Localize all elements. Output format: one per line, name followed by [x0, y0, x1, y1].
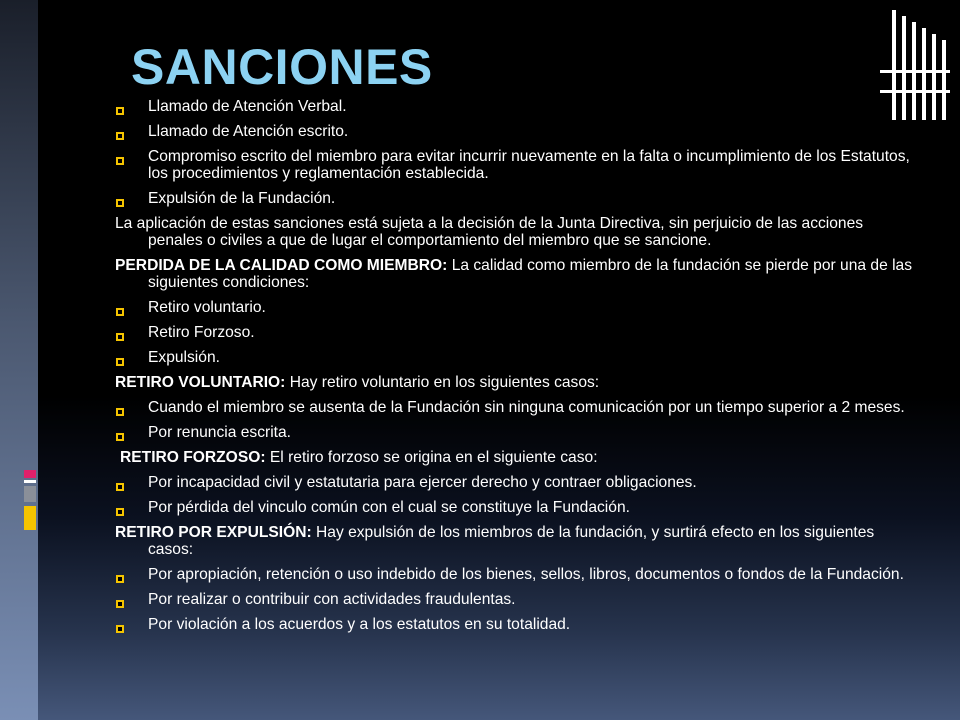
accent-block-white	[24, 480, 36, 483]
bullet-item	[115, 98, 915, 115]
bullet-text: Por apropiación, retención o uso indebido de los bienes, sellos, libros, documentos o fondos de la Fundación.	[148, 566, 904, 583]
slide-content	[115, 98, 915, 641]
bullet-text: Llamado de Atención escrito.	[148, 123, 349, 140]
square-bullet-icon	[116, 428, 124, 436]
accent-block-yellow	[24, 506, 36, 530]
paragraph-text: Hay expulsión de los miembros de la fundación, y surtirá efecto en los siguientes casos:	[148, 524, 875, 558]
square-bullet-icon	[116, 570, 124, 578]
paragraph	[115, 449, 915, 466]
square-bullet-icon	[116, 303, 124, 311]
bullet-text: Retiro Forzoso.	[148, 324, 255, 341]
square-bullet-icon	[116, 194, 124, 202]
square-bullet-icon	[116, 127, 124, 135]
left-gradient-bar	[0, 0, 38, 720]
bullet-text: Por realizar o contribuir con actividades fraudulentas.	[148, 591, 516, 608]
bullet-text: Compromiso escrito del miembro para evitar incurrir nuevamente en la falta o incumplimiento de los Estatutos, los procedimientos y reglamentación establecida.	[148, 148, 910, 182]
bullet-item	[115, 123, 915, 140]
paragraph-heading: RETIRO POR EXPULSIÓN:	[115, 524, 312, 541]
paragraph	[115, 215, 915, 249]
paragraph-text: Hay retiro voluntario en los siguientes casos:	[285, 374, 600, 391]
bullet-item	[115, 324, 915, 341]
bullet-item	[115, 399, 915, 416]
square-bullet-icon	[116, 353, 124, 361]
paragraph	[115, 374, 915, 391]
bullet-text: Expulsión.	[148, 349, 220, 366]
bullet-item	[115, 591, 915, 608]
paragraph-text: La calidad como miembro de la fundación se pierde por una de las siguientes condiciones:	[148, 257, 913, 291]
bullet-item	[115, 616, 915, 633]
square-bullet-icon	[116, 478, 124, 486]
slide-title: SANCIONES	[131, 39, 433, 95]
bullet-text: Por pérdida del vinculo común con el cual se constituye la Fundación.	[148, 499, 630, 516]
bullet-text: Cuando el miembro se ausenta de la Fundación sin ninguna comunicación por un tiempo superior a 2 meses.	[148, 399, 905, 416]
paragraph-heading: RETIRO VOLUNTARIO:	[115, 374, 286, 391]
square-bullet-icon	[116, 403, 124, 411]
bullet-text: Por renuncia escrita.	[148, 424, 292, 441]
square-bullet-icon	[116, 503, 124, 511]
accent-block-gray	[24, 486, 36, 502]
bullet-text: Por violación a los acuerdos y a los estatutos en su totalidad.	[148, 616, 571, 633]
paragraph-text: El retiro forzoso se origina en el siguiente caso:	[265, 449, 598, 466]
bullet-text: Expulsión de la Fundación.	[148, 190, 336, 207]
paragraph	[115, 524, 915, 558]
bullet-text: Por incapacidad civil y estatutaria para ejercer derecho y contraer obligaciones.	[148, 474, 697, 491]
square-bullet-icon	[116, 152, 124, 160]
square-bullet-icon	[116, 620, 124, 628]
bullet-text: Llamado de Atención Verbal.	[148, 98, 347, 115]
paragraph	[115, 257, 915, 291]
bullet-item	[115, 349, 915, 366]
paragraph-text: La aplicación de estas sanciones está sujeta a la decisión de la Junta Directiva, sin perjuicio de las acciones penales o civiles a que de lugar el comportamiento del miembro que se sancione.	[115, 215, 864, 249]
bullet-item	[115, 566, 915, 583]
paragraph-heading: RETIRO FORZOSO:	[120, 449, 266, 466]
bullet-item	[115, 499, 915, 516]
square-bullet-icon	[116, 328, 124, 336]
square-bullet-icon	[116, 102, 124, 110]
bullet-item	[115, 148, 915, 182]
bullet-item	[115, 424, 915, 441]
accent-block-red	[24, 470, 36, 478]
bullet-item	[115, 474, 915, 491]
square-bullet-icon	[116, 595, 124, 603]
bullet-text: Retiro voluntario.	[148, 299, 266, 316]
bullet-item	[115, 299, 915, 316]
bullet-item	[115, 190, 915, 207]
paragraph-heading: PERDIDA DE LA CALIDAD COMO MIEMBRO:	[115, 257, 448, 274]
